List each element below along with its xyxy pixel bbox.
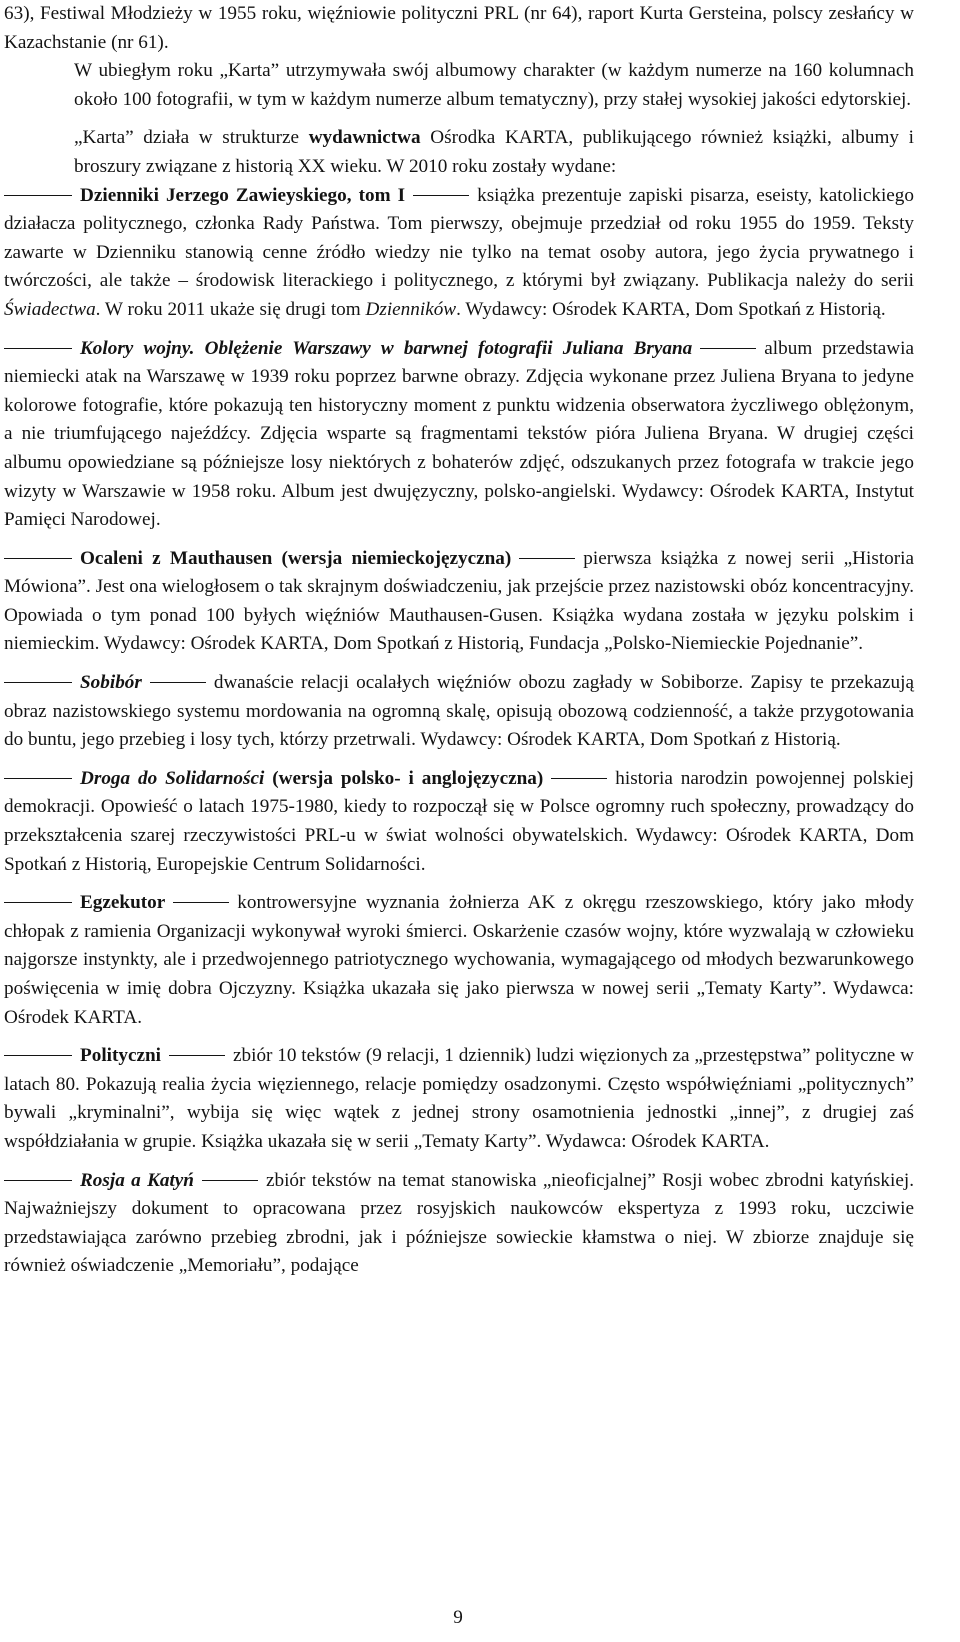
- em-dash: [150, 682, 206, 683]
- em-dash: [202, 1180, 258, 1181]
- em-dash: [4, 348, 72, 349]
- em-dash: [519, 558, 575, 559]
- intro-paragraph-album: W ubiegłym roku „Karta” utrzymywała swój albumowy charakter (w każdym numerze na 160 kolumnach około 100 fotografii, w tym w każdym numerze album tematyczny), przy stałej wysokiej jakości edytorskiej.: [74, 60, 914, 110]
- em-dash: [4, 1055, 72, 1056]
- book-entry-ocaleni: Ocaleni z Mauthausen (wersja niemieckojęzyczna) pierwsza książka z nowej serii „Historia Mówiona”. Jest ona wielogłosem o tak skrajnym doświadczeniu, jak przejście przez nazistowski obóz koncentracyjny. Opowiada o tym ponad 100 byłych więźniów Mauthausen-Gusen. Książka wydana została w języku polskim i niemieckim. Wydawcy: Ośrodek KARTA, Dom Spotkań z Historią, Fundacja „Polsko-Niemieckie Pojednanie”.: [4, 547, 914, 655]
- page-number: 9: [453, 1607, 463, 1628]
- em-dash: [4, 778, 72, 779]
- book-entry-kolory-wojny: Kolory wojny. Oblężenie Warszawy w barwnej fotografii Juliana Bryana album przedstawia niemiecki atak na Warszawę w 1939 roku poprzez barwne obrazy. Zdjęcia wykonane przez Juliena Bryana to jedyne kolorowe fotografie, które pokazują ten historyczny moment z punktu widzenia obserwatora życzliwego oblężonym, a nie triumfującego najeźdźcy. Zdjęcia wsparte są fragmentami tekstów pióra Juliena Bryana. W drugiej części albumu opowiedziane są późniejsze losy niektórych z bohaterów zdjęć, odszukanych przez fotografa w trakcie jego wizyty w Warszawie w 1958 roku. Album jest dwujęzyczny, polsko-angielski. Wydawcy: Ośrodek KARTA, Instytut Pamięci Narodowej.: [4, 337, 915, 531]
- book-entry-polityczni: Polityczni zbiór 10 tekstów (9 relacji, 1 dziennik) ludzi więzionych za „przestępstwa” polityczne w latach 80. Pokazują realia życia więziennego, relacje pomiędzy osadzonymi. Często współwięźniami „politycznych” bywali „kryminalni”, wybija się więc wątek z jednej strony osamotnienia jednostki „innej”, z drugiej zaś współdziałania w grupie. Książka ukazała się w serii „Tematy Karty”. Wydawca: Ośrodek KARTA.: [4, 1045, 914, 1152]
- book-entry-rosja-a-katyn: Rosja a Katyń zbiór tekstów na temat stanowiska „nieoficjalnej” Rosji wobec zbrodni katyńskiej. Najważniejszy dokument to opracowana przez rosyjskich naukowców ekspertyza z 1993 roku, uczciwie przedstawiająca zarówno przebieg zbrodni, jak i późniejsze sowieckie kłamstwa o niej. W zbiorze znajduje się również oświadczenie „Memoriału”, podające: [4, 1169, 914, 1277]
- intro-paragraph-continued: 63), Festiwal Młodzieży w 1955 roku, więźniowie polityczni PRL (nr 64), raport Kurta Gersteina, polscy zesłańcy w Kazachstanie (nr 61).: [4, 3, 914, 53]
- em-dash: [413, 195, 469, 196]
- em-dash: [4, 902, 72, 903]
- em-dash: [551, 778, 607, 779]
- book-entry-droga: Droga do Solidarności (wersja polsko- i anglojęzyczna) historia narodzin powojennej polskiej demokracji. Opowieść o latach 1975-1980, kiedy to rozpoczął się w Polsce ogromny ruch społeczny, prowadzący do przekształcenia szarej rzeczywistości PRL-u w świat wolności obywatelskich. Wydawcy: Ośrodek KARTA, Dom Spotkań z Historią, Europejskie Centrum Solidarności.: [4, 767, 915, 875]
- book-entry-egzekutor: Egzekutor kontrowersyjne wyznania żołnierza AK z okręgu rzeszowskiego, który jako młody chłopak z ramienia Organizacji wykonywał wyroki śmierci. Oskarżenie czasów wojny, które wyzwalają w człowieku najgorsze instynkty, ale i przedwojennego patriotycznego wychowania, wymagającego od młodych bezwarunkowego poświęcenia w imię dobra Ojczyzny. Książka ukazała się jako pierwsza w nowej serii „Tematy Karty”. Wydawca: Ośrodek KARTA.: [4, 892, 914, 1028]
- book-entry-dzienniki: Dzienniki Jerzego Zawieyskiego, tom I książka prezentuje zapiski pisarza, eseisty, katolickiego działacza politycznego, członka Rady Państwa. Tom pierwszy, obejmuje przedział od roku 1955 do 1959. Teksty zawarte w Dzienniku stanowią cenne źródło wiedzy nie tylko na temat osoby autora, jego życia prywatnego i twórczości, ale także – środowisk literackiego i politycznego, z którymi był związany. Publikacja należy do serii Świadectwa. W roku 2011 ukaże się drugi tom Dzienników. Wydawcy: Ośrodek KARTA, Dom Spotkań z Historią.: [4, 184, 914, 320]
- document-page: [4, 0, 914, 1281]
- em-dash: [4, 558, 72, 559]
- em-dash: [4, 1180, 72, 1181]
- book-entry-sobibor: Sobibór dwanaście relacji ocalałych więźniów obozu zagłady w Sobiborze. Zapisy te przekazują obraz nazistowskiego systemu mordowania na ogromną skalę, opisują obozową codzienność, a także przygotowania do buntu, jego przebieg i losy tych, którzy przetrwali. Wydawcy: Ośrodek KARTA, Dom Spotkań z Historią.: [4, 672, 914, 751]
- em-dash: [4, 195, 72, 196]
- em-dash: [173, 902, 229, 903]
- em-dash: [700, 348, 756, 349]
- em-dash: [169, 1055, 225, 1056]
- publishing-paragraph: „Karta” działa w strukturze wydawnictwa Ośrodka KARTA, publikującego również książki, albumy i broszury związane z historią XX wieku. W 2010 roku zostały wydane:: [74, 127, 914, 177]
- em-dash: [4, 682, 72, 683]
